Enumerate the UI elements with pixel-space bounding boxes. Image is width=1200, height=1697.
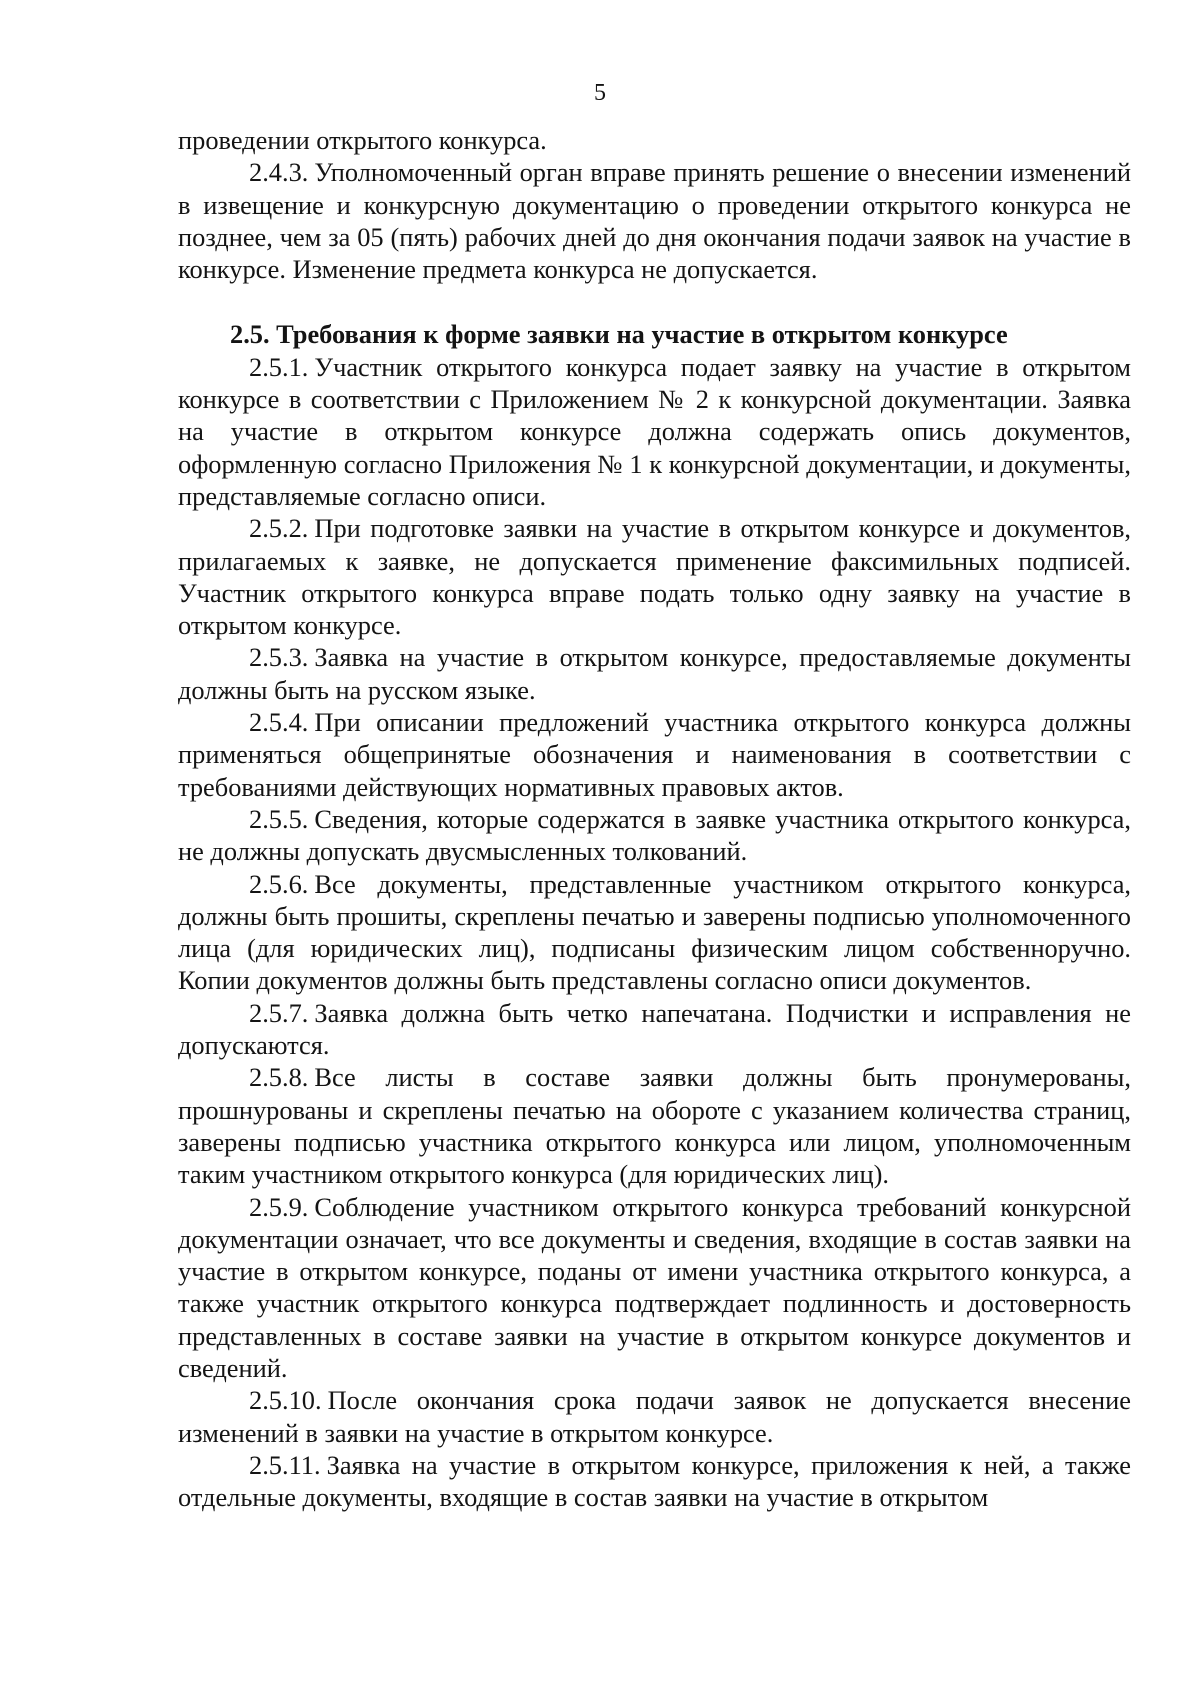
paragraph-number: 2.5.11. [249,1449,321,1480]
paragraph-text: При описании предложений участника открытого конкурса должны применяться общепринятые обозначения и наименования в соответствии с требованиями действующих нормативных правовых актов. [178,707,1131,802]
paragraph-text: Сведения, которые содержатся в заявке участника открытого конкурса, не должны допускать двусмысленных толкований. [178,803,1131,867]
paragraph-2-5-9 [178,1191,1131,1385]
paragraph-text: Все документы, представленные участником открытого конкурса, должны быть прошиты, скреплены печатью и заверены подписью уполномоченного лица (для юридических лиц), подписаны физическим лицом собственноручно. Копии документов должны быть представлены согласно описи документов. [178,868,1131,996]
section-heading: 2.5. Требования к форме заявки на участие в открытом конкурсе [230,319,1008,350]
paragraph-2-5-3 [178,641,1131,706]
paragraph-text: При подготовке заявки на участие в открытом конкурсе и документов, прилагаемых к заявке, не допускается применение факсимильных подписей. Участник открытого конкурса вправе подать только одну заявку на участие в открытом конкурсе. [178,513,1131,641]
paragraph-text: Участник открытого конкурса подает заявку на участие в открытом конкурсе в соответствии с Приложением № 2 к конкурсной документации. Заявка на участие в открытом конкурсе должна содержать опись документов, оформленную согласно Приложения № 1 к конкурсной документации, и документы, представляемые согласно описи. [178,351,1131,511]
paragraph-2-5-4 [178,706,1131,803]
paragraph-number: 2.5.6. [249,868,309,899]
paragraph-text: Заявка на участие в открытом конкурсе, приложения к ней, а также отдельные документы, входящие в состав заявки на участие в открытом [178,1449,1131,1513]
paragraph-2-5-8 [178,1061,1131,1190]
paragraph-2-5-10 [178,1384,1131,1449]
paragraph-text: проведении открытого конкурса. [178,125,547,155]
paragraph-text: Соблюдение участником открытого конкурса требований конкурсной документации означает, что все документы и сведения, входящие в состав заявки на участие в открытом конкурсе, поданы от имени участника открытого конкурса, а также участник открытого конкурса подтверждает подлинность и достоверность представленных в составе заявки на участие в открытом конкурсе документов и сведений. [178,1191,1131,1383]
paragraph-2-4-3 [178,156,1131,285]
paragraph-text: После окончания срока подачи заявок не допускается внесение изменений в заявки на участие в открытом конкурсе. [178,1385,1131,1448]
paragraph-number: 2.5.10. [249,1385,322,1416]
paragraph-2-5-7 [178,997,1131,1062]
paragraph-2-5-11 [178,1449,1131,1514]
paragraph-2-5-5 [178,803,1131,868]
page-number: 5 [594,80,606,106]
paragraph-number: 2.4.3. [249,157,309,188]
paragraph-text: Заявка должна быть четко напечатана. Подчистки и исправления не допускаются. [178,997,1131,1061]
document-body [178,124,1131,1513]
paragraph-number: 2.5.9. [249,1191,309,1222]
paragraph-2-5-2 [178,512,1131,641]
paragraph-2-5-1 [178,351,1131,512]
paragraph-number: 2.5.5. [249,803,309,834]
paragraph-number: 2.5.2. [249,513,309,544]
paragraph-text: Уполномоченный орган вправе принять решение о внесении изменений в извещение и конкурсную документацию о проведении открытого конкурса не позднее, чем за 05 (пять) рабочих дней до дня окончания подачи заявок на участие в конкурсе. Изменение предмета конкурса не допускается. [178,157,1131,285]
paragraph-text: Все листы в составе заявки должны быть пронумерованы, прошнурованы и скреплены печатью на обороте с указанием количества страниц, заверены подписью участника открытого конкурса или лицом, уполномоченным таким участником открытого конкурса (для юридических лиц). [178,1062,1131,1190]
paragraph-continuation [178,124,1131,156]
paragraph-number: 2.5.1. [249,351,309,382]
paragraph-2-5-6 [178,868,1131,997]
paragraph-text: Заявка на участие в открытом конкурсе, предоставляемые документы должны быть на русском языке. [178,642,1131,705]
paragraph-number: 2.5.4. [249,707,309,738]
paragraph-number: 2.5.7. [249,997,309,1028]
paragraph-number: 2.5.8. [249,1062,309,1093]
paragraph-number: 2.5.3. [249,642,309,673]
